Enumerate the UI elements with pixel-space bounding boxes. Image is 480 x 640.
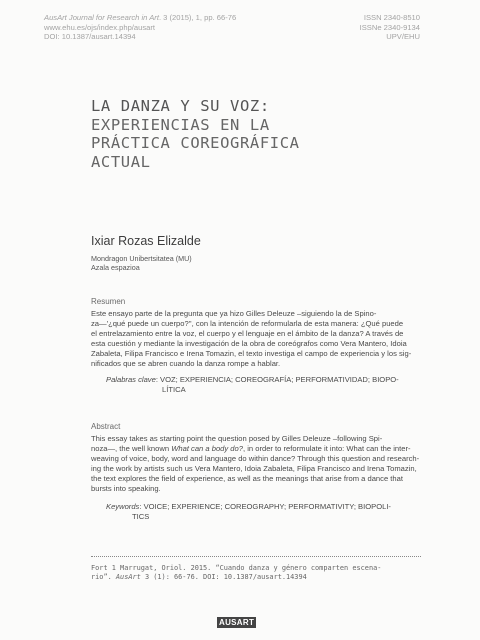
author-affiliation (91, 254, 192, 273)
title-line-2: EXPERIENCIAS EN LA (91, 115, 270, 134)
keywords-values: : VOICE; EXPERIENCE; COREOGRAPHY; PERFORMATIVITY; BIOPOLI- (139, 502, 391, 511)
abstract-line: This essay takes as starting point the question posed by Gilles Deleuze –following Spi- (91, 434, 383, 443)
journal-header-right (360, 13, 420, 42)
abstract-line: weaving of voice, body, word and language do within dance? Through this question and research- (91, 453, 420, 463)
abstract-line (91, 444, 421, 454)
keywords-values: : VOZ; EXPERIENCIA; COREOGRAFÍA; PERFORMATIVIDAD; BIOPO- (155, 375, 399, 384)
journal-citation (44, 13, 236, 23)
resumen-line: za—'¿qué puede un cuerpo?'', con la intención de reformularla de esta manera: ¿Qué puede (91, 318, 404, 328)
footnote-line (91, 573, 381, 582)
footnote-italic: AusArt (115, 573, 141, 581)
resumen-line: nificados que se abren cuando la danza rompe a hablar. (91, 358, 281, 368)
title-line-1: LA DANZA Y SU VOZ: (91, 97, 270, 115)
resumen-line: el entrelazamiento entre la voz, el cuerpo y el lenguaje en el ámbito de la danza? A través de (91, 328, 404, 338)
keywords-label: Palabras clave (106, 375, 156, 384)
keywords-continued: TICS (132, 511, 150, 521)
abstract-label: Abstract (91, 422, 121, 431)
abstract-line-part: noza—, the well known (91, 443, 172, 453)
keywords-continued: LÍTICA (162, 384, 186, 394)
resumen-keywords (106, 375, 399, 395)
footnote-line: Fort 1 Marrugat, Oriol. 2015. “Cuando danza y género comparten escena- (91, 564, 382, 572)
affiliation-1: Mondragon Unibertsitatea (MU) (91, 254, 192, 263)
footnote (91, 564, 381, 582)
resumen-line: Zabaleta, Filipa Francisco e Irena Tomazin, el texto investiga el campo de experiencia y los sig- (91, 348, 412, 358)
issn-e: ISSNe 2340-9134 (359, 22, 420, 32)
journal-name: AusArt Journal for Research in Art (44, 13, 159, 22)
resumen-line: Este ensayo parte de la pregunta que ya hizo Gilles Deleuze –siguiendo la de Spino- (91, 309, 377, 318)
abstract-italic-phrase: What can a body do? (171, 443, 243, 453)
abstract-text (91, 434, 421, 493)
footnote-part: rio”. (91, 573, 116, 581)
issn: ISSN 2340-8510 (363, 13, 420, 22)
abstract-line-part: , in order to reformulate it into: What can the inter- (242, 443, 411, 453)
author-name: Ixiar Rozas Elizalde (91, 234, 201, 248)
ausart-logo: AUSART (219, 618, 255, 627)
article-title (91, 97, 421, 171)
journal-header-left (44, 13, 236, 42)
journal-url[interactable]: www.ehu.es/ojs/index.php/ausart (44, 22, 156, 32)
abstract-keywords (106, 502, 391, 522)
keywords-label: Keywords (106, 502, 140, 511)
affiliation-2: Azala espazioa (91, 263, 140, 273)
resumen-label: Resumen (91, 297, 126, 306)
footnote-part: 3 (1): 66-76. DOI: 10.1387/ausart.14394 (140, 573, 307, 581)
title-line-4: ACTUAL (91, 152, 151, 171)
abstract-line: ing the work by artists such us Vera Mantero, Idoia Zabaleta, Filipa Francisco and Irena Tomazin, (91, 463, 417, 473)
journal-issue: . 3 (2015), 1, pp. 66-76 (158, 13, 237, 22)
abstract-line: bursts into speaking. (91, 483, 161, 493)
resumen-line: esta cuestión y mediante la investigación de la obra de coreógrafos como Vera Mantero, Idoia (91, 338, 407, 348)
title-line-3: PRÁCTICA COREOGRÁFICA (91, 134, 300, 152)
publisher: UPV/EHU (386, 32, 420, 42)
footnote-divider (91, 556, 421, 558)
abstract-line: the text explores the field of experience, as well as the meanings that arise from a dance that (91, 473, 403, 483)
journal-doi: DOI: 10.1387/ausart.14394 (44, 32, 136, 42)
resumen-text (91, 309, 421, 368)
